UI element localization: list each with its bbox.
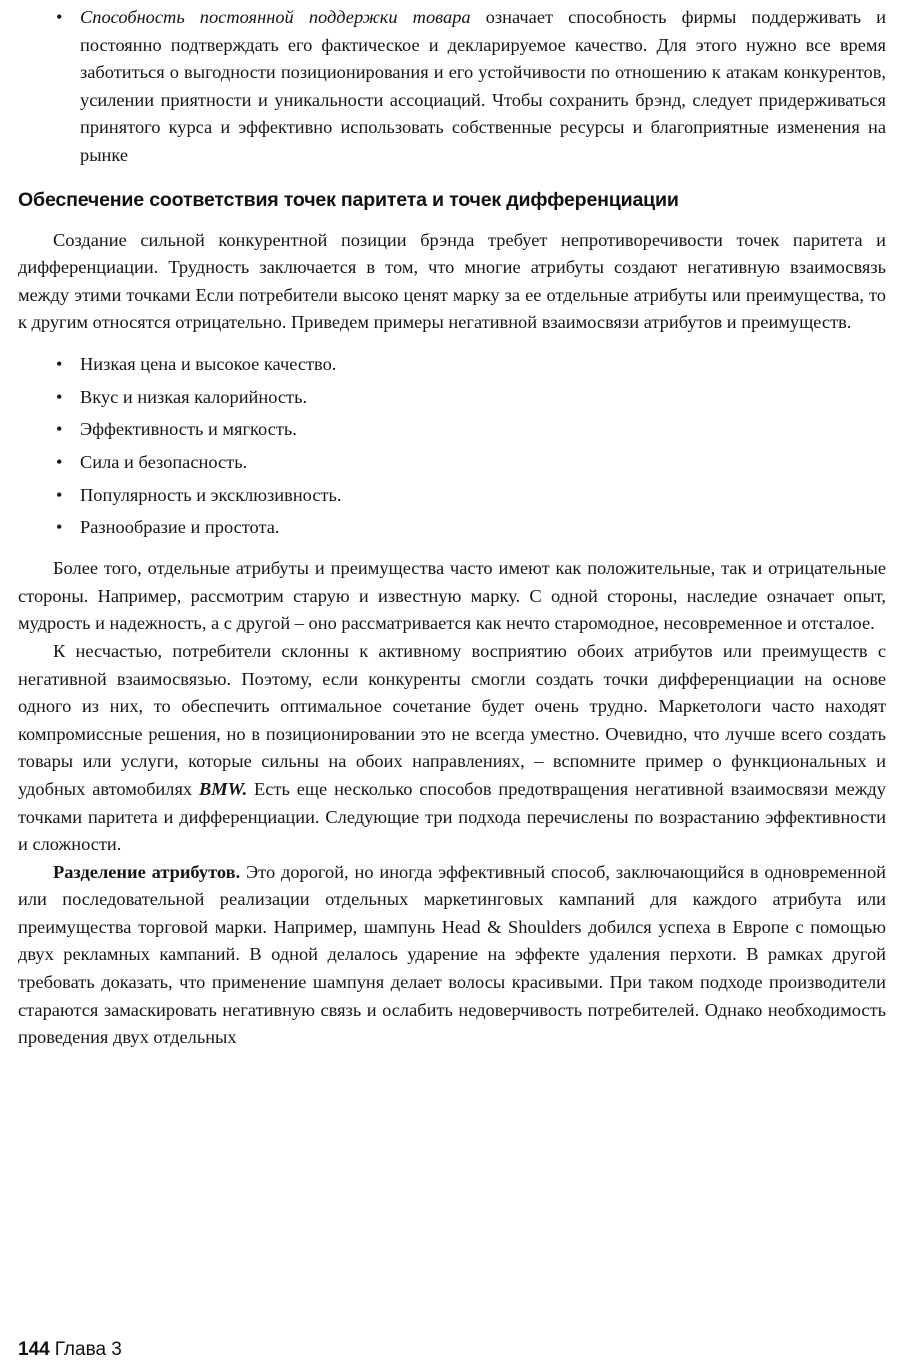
page-footer [18,1338,122,1362]
list-item [18,479,886,512]
list-item [18,446,886,479]
list-item [18,348,886,381]
list-item-text: Сила и безопасность. [80,452,248,473]
intro-bullet-text: означает способность фирмы поддерживать и постоянно подтверждать его фактическое и декларируемое качество. Для этого нужно все время заботиться о выгодности позиционирования и его устойчивости по отношению к атакам конкурентов, усилении приятности и уникальности ассоциаций. Чтобы сохранить брэнд, следует придерживаться принятого курса и эффективно использовать собственные ресурсы и благоприятные изменения на рынке [80,7,886,165]
list-item-text: Низкая цена и высокое качество. [80,353,337,374]
intro-bullet-term: Способность постоянной поддержки товара [80,7,471,27]
bullet-marker: • [56,419,63,440]
paragraph-attribute-separation [18,859,886,1052]
bullet-marker: • [56,452,63,473]
run-in-heading: Разделение атрибутов. [53,861,241,882]
bullet-marker: • [56,353,63,374]
list-item-text: Популярность и эксклюзивность. [80,484,342,505]
list-item-text: Эффективность и мягкость. [80,419,297,440]
bullet-marker: • [56,386,63,407]
page-number: 144 [18,1339,50,1360]
bullet-marker: • [56,517,63,538]
paragraph-tradeoffs-text-a: К несчастью, потребители склонны к активному восприятию обоих атрибутов или преимуществ с негативной взаимосвязью. Поэтому, если конкуренты смогли создать точки дифференциации на основе одного из них, то обеспечить оптимальное сочетание будет очень трудно. Маркетологи часто находят компромиссные решения, но в позиционировании это не всегда уместно. Очевидно, что лучше всего создать товары или услуги, которые сильны на обоих направлениях, – вспомните пример о функциональных и удобных автомобилях [18,640,886,799]
bullet-marker: • [56,484,63,505]
intro-bullet-paragraph [18,4,886,170]
paragraph-tradeoffs-text-b: Есть еще несколько способов предотвращения негативной взаимосвязи между точками паритета и дифференциации. Следующие три подхода перечислены по возрастанию эффективности и сложности. [18,778,886,855]
list-item-text: Разнообразие и простота. [80,517,280,538]
chapter-label: Глава 3 [54,1339,122,1360]
list-item [18,511,886,544]
bullet-marker: • [56,7,63,27]
paragraph-tradeoffs [18,638,886,859]
paragraph-intro: Создание сильной конкурентной позиции брэнда требует непротиворечивости точек паритета и дифференциации. Трудность заключается в том, что многие атрибуты создают негативную взаимосвязь между этими точками Если потребители высоко ценят марку за ее отдельные атрибуты или преимущества, то к другим относятся отрицательно. Приведем примеры негативной взаимосвязи атрибутов и преимуществ. [18,229,886,333]
paragraph-heritage: Более того, отдельные атрибуты и преимущества часто имеют как положительные, так и отрицательные стороны. Например, рассмотрим старую и известную марку. С одной стороны, наследие означает опыт, мудрость и надежность, а с другой – оно рассматривается как нечто старомодное, несовременное и отсталое. [18,558,886,634]
attribute-pairs-list [18,348,886,544]
paragraph-attribute-separation-text: Это дорогой, но иногда эффективный способ, заключающийся в одновременной или последовательной реализации отдельных маркетинговых кампаний для каждого атрибута или преимущества торговой марки. Например, шампунь Head & Shoulders добился успеха в Европе с помощью двух рекламных кампаний. В одной делалось ударение на эффекте удаления перхоти. В рамках другой требовать доказать, что применение шампуня делает волосы красивыми. При таком подходе производители стараются замаскировать негативную связь и ослабить недоверчивость потребителей. Однако необходимость проведения двух отдельных [18,861,886,1048]
brand-name-bmw: BMW. [198,778,248,799]
section-heading: Обеспечение соответствия точек паритета и точек дифференциации [18,188,679,211]
list-item-text: Вкус и низкая калорийность. [80,386,308,407]
list-item [18,413,886,446]
list-item [18,381,886,414]
